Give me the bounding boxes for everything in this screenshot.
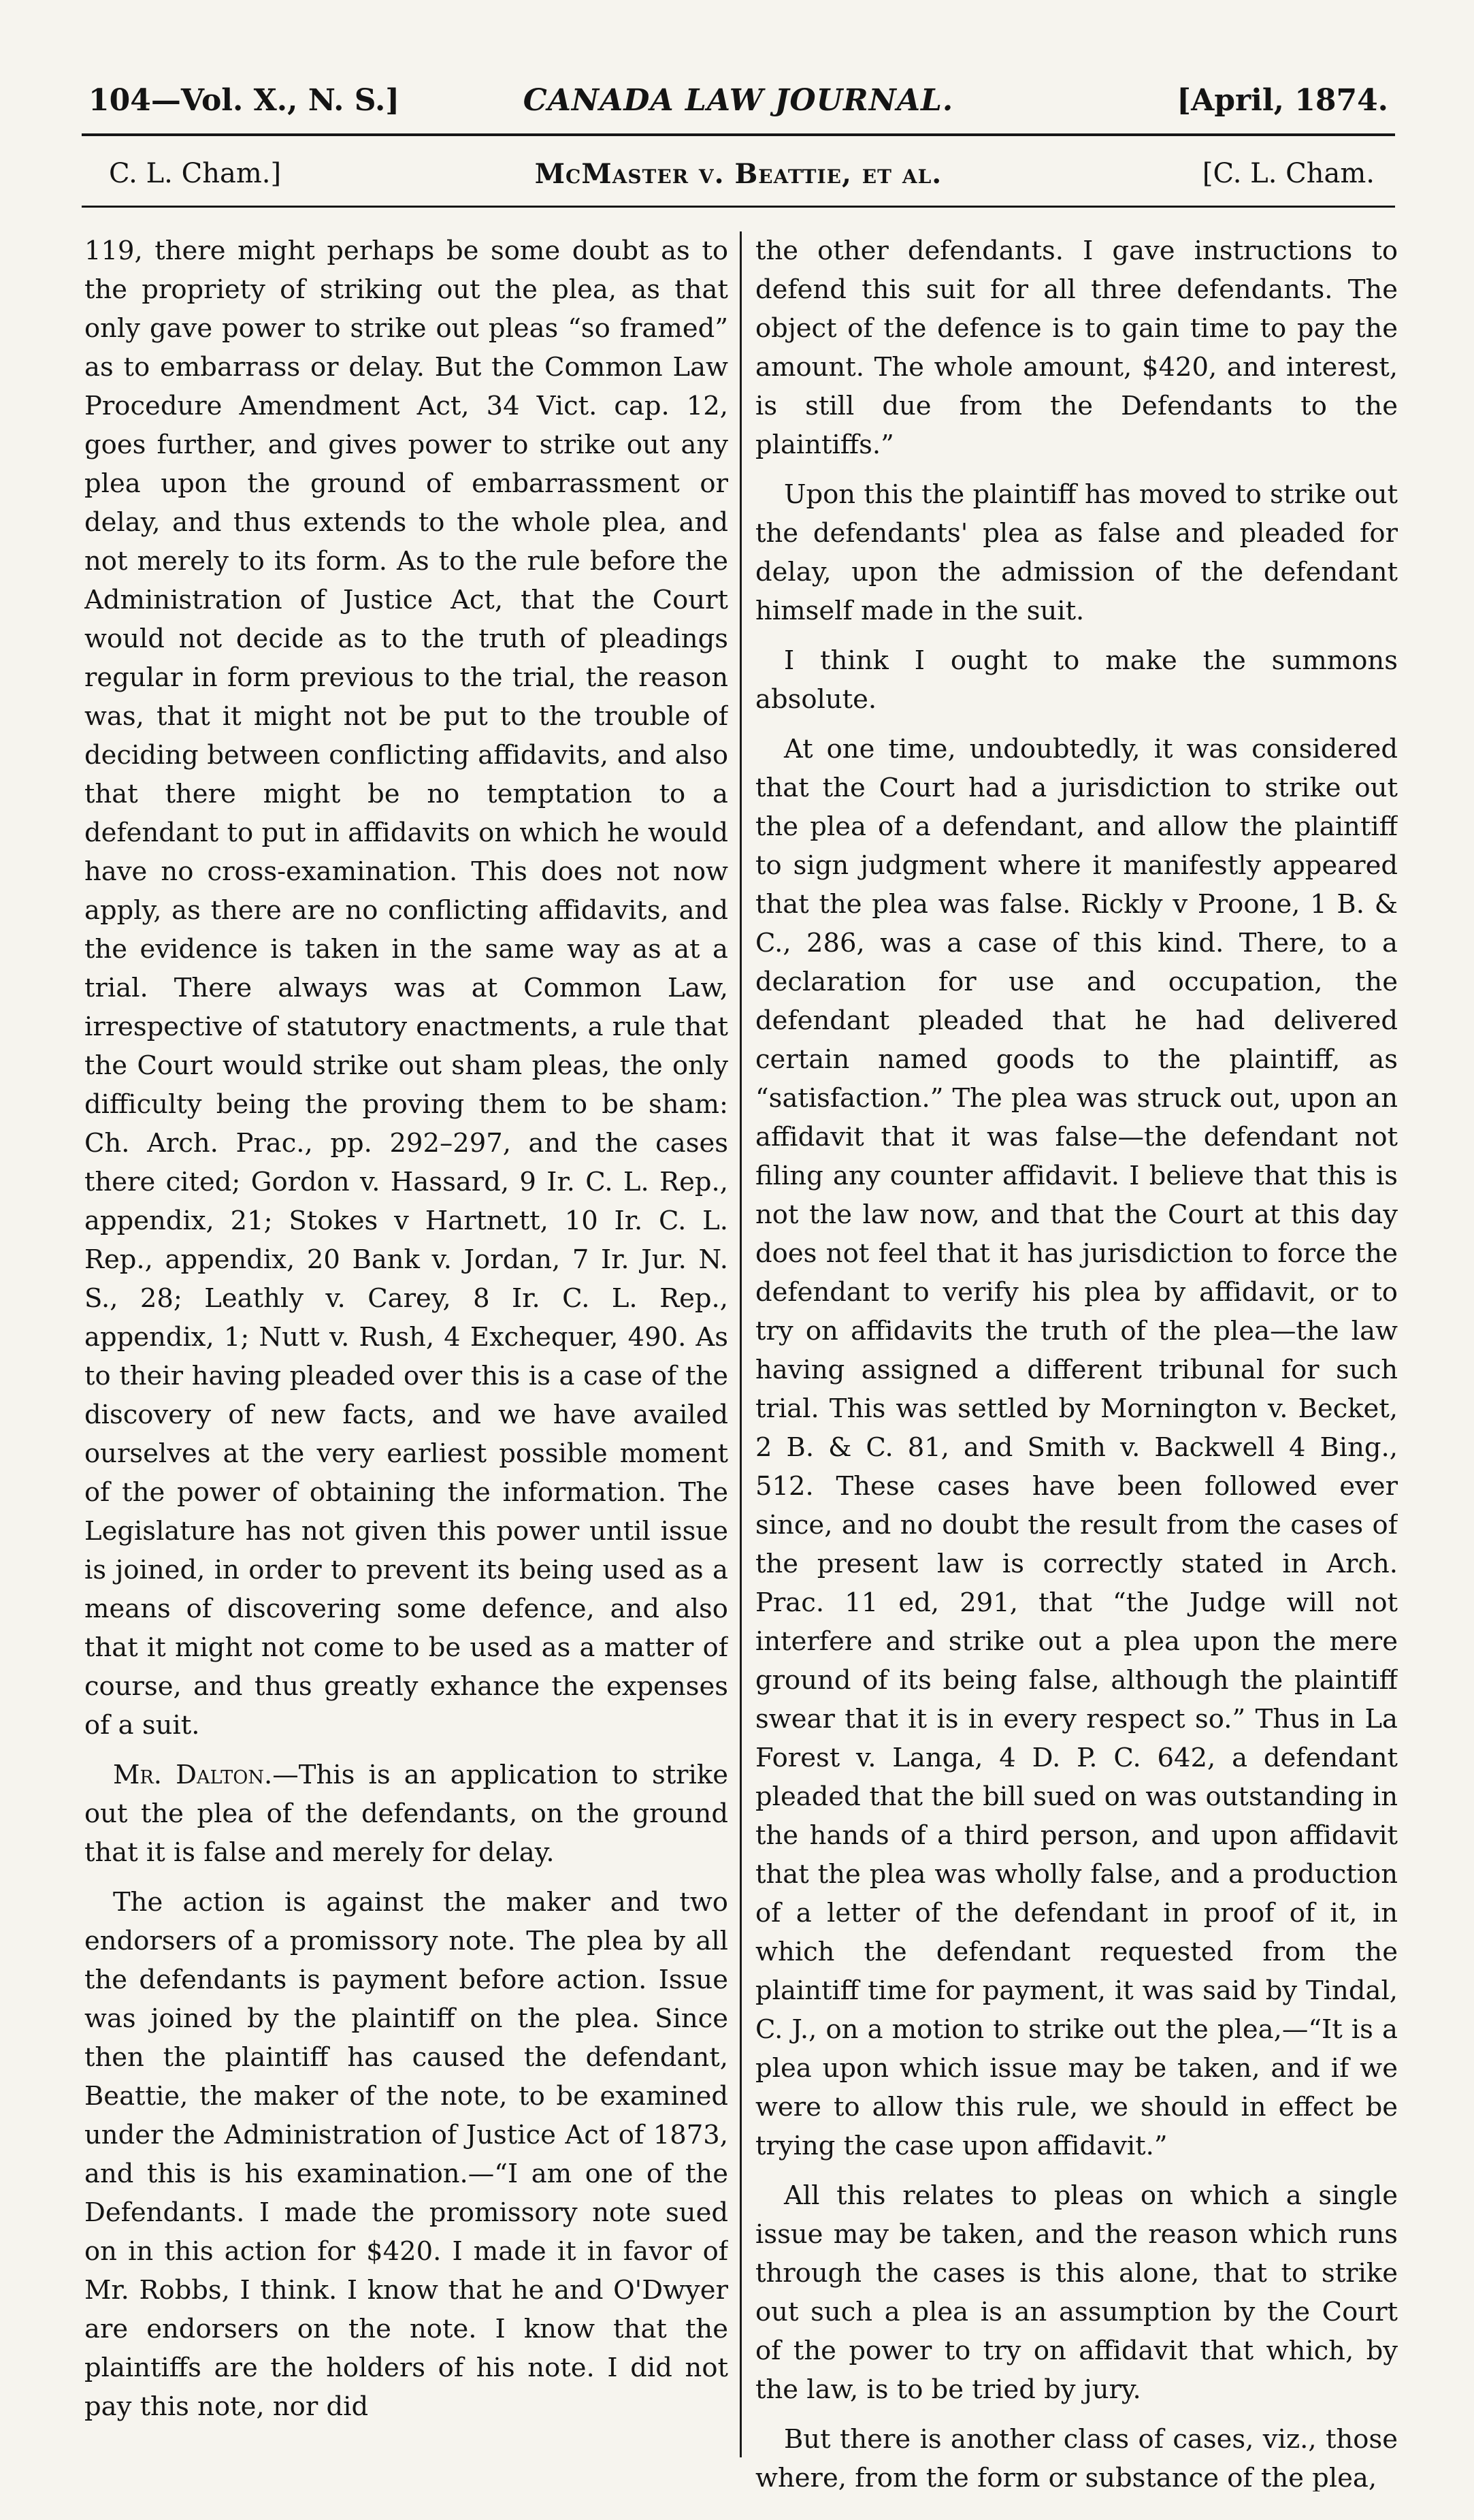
right-column: [755, 231, 1398, 2491]
paragraph: 119, there might perhaps be some doubt as to the propriety of striking out the plea, as that only gave power to strike out pleas “so framed” as to embarrass or delay. But the Common Law Procedure Amendment Act, 34 Vict. cap. 12, goes further, and gives power to strike out any plea upon the ground of embarrassment or delay, and thus extends to the whole plea, and not merely to its form. As to the rule before the Administration of Justice Act, that the Court would not decide as to the truth of pleadings regular in form previous to the trial, the reason was, that it might not be put to the trouble of deciding between conflicting affidavits, and also that there might be no temptation to a defendant to put in affidavits on which he would have no cross-examination. This does not now apply, as there are no conflicting affidavits, and the evidence is taken in the same way as at a trial. There always was at Common Law, irrespective of statutory enactments, a rule that the Court would strike out sham pleas, the only difficulty being the proving them to be sham: Ch. Arch. Prac., pp. 292–297, and the cases there cited; Gordon v. Hassard, 9 Ir. C. L. Rep., appendix, 21; Stokes v Hartnett, 10 Ir. C. L. Rep., appendix, 20 Bank v. Jordan, 7 Ir. Jur. N. S., 28; Leathly v. Carey, 8 Ir. C. L. Rep., appendix, 1; Nutt v. Rush, 4 Exchequer, 490. As to their having pleaded over this is a case of the discovery of new facts, and we have availed ourselves at the very earliest possible moment of the power of obtaining the information. The Legislature has not given this power until issue is joined, in order to prevent its being used as a means of discovering some defence, and also that it might not come to be used as a matter of course, and thus greatly exhance the expenses of a suit.: [84, 236, 728, 1741]
paragraph: the other defendants. I gave instructions to defend this suit for all three defendants. The object of the defence is to gain time to pay the amount. The whole amount, $420, and interest, is still due from the Defendants to the plaintiffs.”: [755, 236, 1398, 460]
paragraph: But there is another class of cases, viz., those where, from the form or substance of the plea,: [755, 2424, 1398, 2491]
page-volume-label: 104—Vol. X., N. S.]: [88, 83, 400, 118]
speaker-name: Mr. Dalton.: [113, 1760, 273, 1790]
journal-title: CANADA LAW JOURNAL.: [523, 83, 954, 118]
issue-date: [April, 1874.: [1177, 83, 1388, 118]
paragraph: I think I ought to make the summons absolute.: [755, 645, 1398, 715]
case-header-rule: [82, 206, 1395, 208]
paragraph: The action is against the maker and two endorsers of a promissory note. The plea by all the defendants is payment before action. Issue was joined by the plaintiff on the plea. Since then the plaintiff has caused the defendant, Beattie, the maker of the note, to be examined under the Administration of Justice Act of 1873, and this is his examination.—“I am one of the Defendants. I made the promissory note sued on in this action for $420. I made it in favor of Mr. Robbs, I think. I know that he and O'Dwyer are endorsers on the note. I know that the plaintiffs are the holders of his note. I did not pay this note, nor did: [84, 1887, 728, 2422]
left-column: [84, 231, 728, 2491]
case-title: McMaster v. Beattie, et al.: [534, 158, 943, 190]
paragraph: [84, 1756, 728, 1872]
court-label-right: [C. L. Cham.: [1202, 158, 1375, 189]
header-rule: [82, 133, 1395, 136]
paragraph: Upon this the plaintiff has moved to strike out the defendants' plea as false and pleaded for delay, upon the admission of the defendant himself made in the suit.: [755, 479, 1398, 626]
running-head: [82, 76, 1395, 124]
paragraph: All this relates to pleas on which a single issue may be taken, and the reason which runs through the cases is this alone, that to strike out such a plea is an assumption by the Court of the power to try on affidavit that which, by the law, is to be tried by jury.: [755, 2180, 1398, 2405]
column-divider: [740, 231, 742, 2457]
paragraph-text: —This is an application to strike out the plea of the defendants, on the ground that it is false and merely for delay.: [84, 1760, 728, 1868]
court-label-left: C. L. Cham.]: [109, 158, 282, 189]
case-header: [82, 151, 1395, 199]
paragraph: At one time, undoubtedly, it was considered that the Court had a jurisdiction to strike out the plea of a defendant, and allow the plaintiff to sign judgment where it manifestly appeared that the plea was false. Rickly v Proone, 1 B. & C., 286, was a case of this kind. There, to a declaration for use and occupation, the defendant pleaded that he had delivered certain named goods to the plaintiff, as “satisfaction.” The plea was struck out, upon an affidavit that it was false—the defendant not filing any counter affidavit. I believe that this is not the law now, and that the Court at this day does not feel that it has jurisdiction to force the defendant to verify his plea by affidavit, or to try on affidavits the truth of the plea—the law having assigned a different tribunal for such trial. This was settled by Mornington v. Becket, 2 B. & C. 81, and Smith v. Backwell 4 Bing., 512. These cases have been followed ever since, and no doubt the result from the cases of the present law is correctly stated in Arch. Prac. 11 ed, 291, that “the Judge will not interfere and strike out a plea upon the mere ground of its being false, although the plaintiff swear that it is in every respect so.” Thus in La Forest v. Langa, 4 D. P. C. 642, a defendant pleaded that the bill sued on was outstanding in the hands of a third person, and upon affidavit that the plea was wholly false, and a production of a letter of the defendant in proof of it, in which the defendant requested from the plaintiff time for payment, it was said by Tindal, C. J., on a motion to strike out the plea,—“It is a plea upon which issue may be taken, and if we were to allow this rule, we should in effect be trying the case upon affidavit.”: [755, 734, 1398, 2161]
